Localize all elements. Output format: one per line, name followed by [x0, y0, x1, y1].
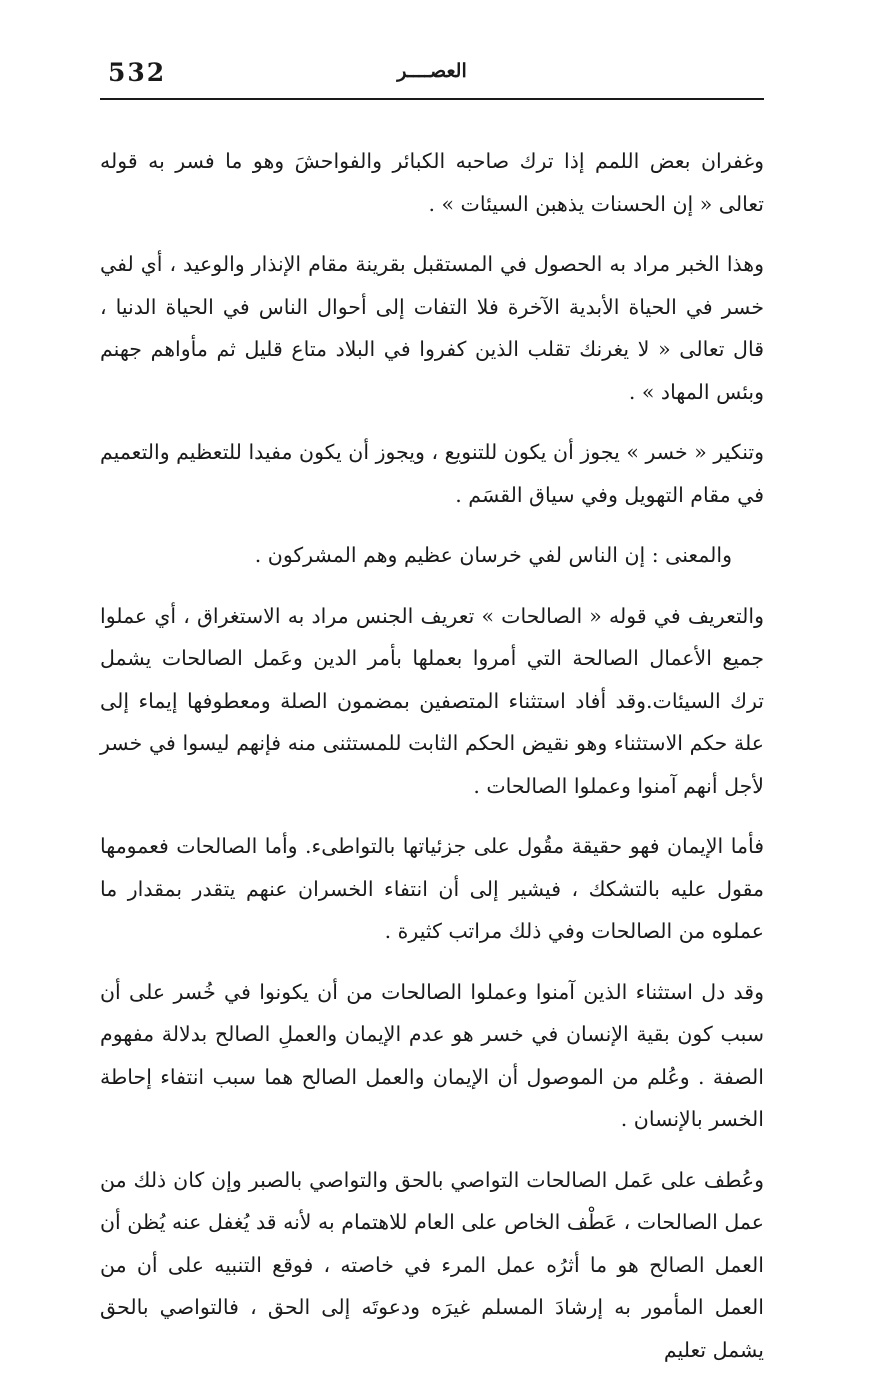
header-rule	[100, 98, 764, 100]
paragraph: وتنكير « خسر » يجوز أن يكون للتنويع ، ويجوز أن يكون مفيدا للتعظيم والتعميم في مقام التهويل وفي سياق القسَم .	[100, 440, 764, 507]
body-text	[100, 140, 764, 1389]
page-number: 532	[108, 58, 167, 87]
paragraph: وعُطف على عَمل الصالحات التواصي بالحق والتواصي بالصبر وإن كان ذلك من عمل الصالحات ، عَطْف الخاص على العام للاهتمام به لأنه قد يُغفل عنه يُظن أن العمل الصالح هو ما أثرُه عمل المرء في خاصته ، فوقع التنبيه على أن من العمل المأمور به إرشادَ المسلم غيرَه ودعوتَه إلى الحق ، فالتواصي بالحق يشمل تعليم	[100, 1167, 764, 1362]
paragraph: فأما الإيمان فهو حقيقة مقُول على جزئياتها بالتواطىء. وأما الصالحات فعمومها مقول عليه بالتشكك ، فيشير إلى أن انتفاء الخسران عنهم يتقدر بمقدار ما عملوه من الصالحات وفي ذلك مراتب كثيرة .	[100, 834, 764, 943]
paragraph: وهذا الخبر مراد به الحصول في المستقبل بقرينة مقام الإنذار والوعيد ، أي لفي خسر في الحياة الأبدية الآخرة فلا التفات إلى أحوال الناس في الحياة الدنيا ، قال تعالى « لا يغرنك تقلب الذين كفروا في البلاد متاع قليل ثم مأواهم جهنم وبئس المهاد » .	[100, 252, 764, 404]
paragraph: والمعنى : إن الناس لفي خرسان عظيم وهم المشركون .	[254, 543, 732, 567]
paragraph: وغفران بعض اللمم إذا ترك صاحبه الكبائر والفواحشَ وهو ما فسر به قوله تعالى « إن الحسنات يذهبن السيئات » .	[100, 149, 764, 216]
running-title: العصــــر	[397, 60, 467, 82]
paragraph: والتعريف في قوله « الصالحات » تعريف الجنس مراد به الاستغراق ، أي عملوا جميع الأعمال الصالحة التي أمروا بعملها بأمر الدين وعَمل الصالحات يشمل ترك السيئات.وقد أفاد استثناء المتصفين بمضمون الصلة ومعطوفها إيماء إلى علة حكم الاستثناء وهو نقيض الحكم الثابت للمستثنى منه فإنهم ليسوا في خسر لأجل أنهم آمنوا وعملوا الصالحات .	[100, 603, 764, 798]
paragraph: وقد دل استثناء الذين آمنوا وعملوا الصالحات من أن يكونوا في خُسر على أن سبب كون بقية الإنسان في خسر هو عدم الإيمان والعملِ الصالح بدلالة مفهوم الصفة . وعُلم من الموصول أن الإيمان والعمل الصالح هما سبب انتفاء إحاطة الخسر بالإنسان .	[100, 979, 764, 1131]
page-header	[100, 58, 764, 92]
